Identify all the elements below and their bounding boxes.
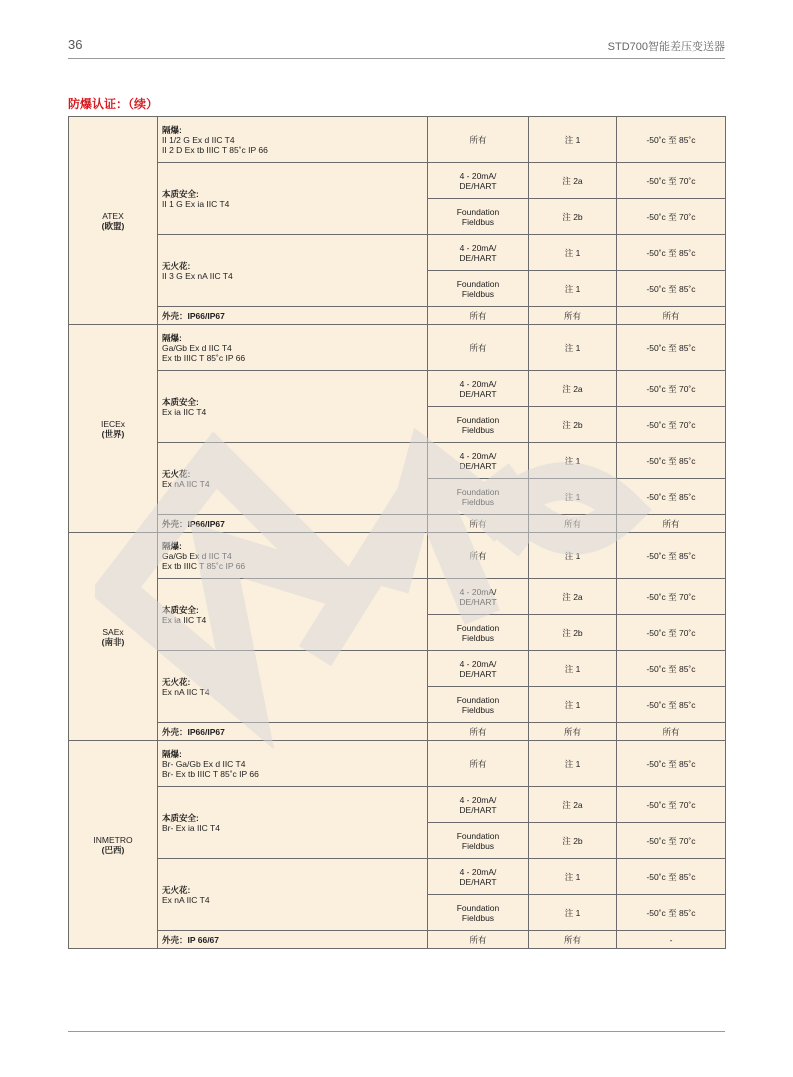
region-area: (欧盟) <box>101 220 125 231</box>
note-cell: 所有 <box>529 723 617 741</box>
note-cell: 注 1 <box>529 479 617 515</box>
signal-line: DE/HART <box>459 804 497 815</box>
nonsparking-title: 无火花: <box>162 260 191 271</box>
temperature-cell: -50˚c 至 85˚c <box>617 325 726 371</box>
signal-line: DE/HART <box>459 876 497 887</box>
section-heading: 防爆认证：（续） <box>68 97 159 111</box>
signal-type-cell <box>428 199 529 235</box>
table-row <box>69 515 726 533</box>
signal-type-cell <box>428 687 529 723</box>
note-cell: 所有 <box>529 931 617 949</box>
signal-line: Foundation <box>456 902 500 913</box>
temperature-cell: -50˚c 至 85˚c <box>617 271 726 307</box>
signal-type-cell: 所有 <box>428 515 529 533</box>
region-cell <box>69 325 158 533</box>
temperature-cell: -50˚c 至 85˚c <box>617 117 726 163</box>
signal-type-cell <box>428 443 529 479</box>
region-cell <box>69 741 158 949</box>
note-cell: 所有 <box>529 307 617 325</box>
signal-type-cell <box>428 787 529 823</box>
nonsparking-line: Ex nA IIC T4 <box>162 686 210 697</box>
flameproof-title: 隔爆: <box>162 540 182 551</box>
table-row <box>69 235 726 271</box>
temperature-cell: -50˚c 至 70˚c <box>617 823 726 859</box>
note-cell: 注 1 <box>529 741 617 787</box>
table-row <box>69 307 726 325</box>
note-cell: 所有 <box>529 515 617 533</box>
signal-type-cell <box>428 235 529 271</box>
region-area: (南非) <box>101 636 125 647</box>
flameproof-description <box>158 533 428 579</box>
table-row <box>69 325 726 371</box>
intrinsic-line: Ex ia IIC T4 <box>162 406 207 417</box>
table-row <box>69 371 726 407</box>
signal-line: Foundation <box>456 486 500 497</box>
signal-type-cell: 所有 <box>428 741 529 787</box>
temperature-cell: -50˚c 至 85˚c <box>617 533 726 579</box>
flameproof-line: Ex tb IIIC T 85˚c IP 66 <box>162 560 246 571</box>
temperature-cell: -50˚c 至 85˚c <box>617 687 726 723</box>
nonsparking-line: II 3 G Ex nA IIC T4 <box>162 270 233 281</box>
temperature-cell: -50˚c 至 85˚c <box>617 651 726 687</box>
signal-line: Fieldbus <box>461 496 495 507</box>
flameproof-line: II 1/2 G Ex d IIC T4 <box>162 134 235 145</box>
intrinsic-line: Br- Ex ia IIC T4 <box>162 822 220 833</box>
signal-line: 4 - 20mA/ <box>459 242 497 253</box>
signal-line: Fieldbus <box>461 704 495 715</box>
signal-line: 4 - 20mA/ <box>459 450 497 461</box>
signal-line: 4 - 20mA/ <box>459 378 497 389</box>
table-row <box>69 579 726 615</box>
signal-line: Fieldbus <box>461 216 495 227</box>
signal-line: DE/HART <box>459 180 497 191</box>
intrinsic-description <box>158 163 428 235</box>
note-cell: 注 2b <box>529 199 617 235</box>
header-divider <box>68 58 725 59</box>
note-cell: 注 1 <box>529 271 617 307</box>
nonsparking-description <box>158 651 428 723</box>
enclosure-label: 外壳：IP66/IP67 <box>158 723 428 741</box>
signal-type-cell <box>428 271 529 307</box>
flameproof-title: 隔爆: <box>162 124 182 135</box>
nonsparking-line: Ex nA IIC T4 <box>162 894 210 905</box>
temperature-cell: -50˚c 至 70˚c <box>617 615 726 651</box>
flameproof-description <box>158 325 428 371</box>
signal-line: Fieldbus <box>461 632 495 643</box>
page-number: 36 <box>68 37 83 52</box>
table-row <box>69 651 726 687</box>
nonsparking-title: 无火花: <box>162 468 191 479</box>
note-cell: 注 2a <box>529 163 617 199</box>
signal-line: Foundation <box>456 694 500 705</box>
nonsparking-description <box>158 235 428 307</box>
temperature-cell: -50˚c 至 85˚c <box>617 895 726 931</box>
temperature-cell: -50˚c 至 70˚c <box>617 579 726 615</box>
note-cell: 注 2a <box>529 787 617 823</box>
signal-line: Foundation <box>456 206 500 217</box>
region-name: SAEx <box>102 626 124 637</box>
intrinsic-title: 本质安全: <box>162 188 199 199</box>
flameproof-line: Ga/Gb Ex d IIC T4 <box>162 550 232 561</box>
signal-type-cell <box>428 579 529 615</box>
temperature-cell: -50˚c 至 85˚c <box>617 235 726 271</box>
intrinsic-description <box>158 787 428 859</box>
note-cell: 注 1 <box>529 235 617 271</box>
table-row <box>69 163 726 199</box>
note-cell: 注 2b <box>529 823 617 859</box>
signal-type-cell <box>428 479 529 515</box>
signal-line: 4 - 20mA/ <box>459 866 497 877</box>
temperature-cell: -50˚c 至 70˚c <box>617 787 726 823</box>
intrinsic-description <box>158 579 428 651</box>
signal-type-cell: 所有 <box>428 533 529 579</box>
temperature-cell: 所有 <box>617 307 726 325</box>
signal-line: Fieldbus <box>461 288 495 299</box>
signal-line: Fieldbus <box>461 912 495 923</box>
temperature-cell: -50˚c 至 85˚c <box>617 741 726 787</box>
document-title: STD700智能差压变送器 <box>607 41 725 53</box>
footer-divider <box>68 1031 725 1032</box>
note-cell: 注 2a <box>529 371 617 407</box>
temperature-cell: -50˚c 至 85˚c <box>617 479 726 515</box>
signal-line: Fieldbus <box>461 840 495 851</box>
region-name: ATEX <box>102 210 124 221</box>
table-row <box>69 443 726 479</box>
intrinsic-line: II 1 G Ex ia IIC T4 <box>162 198 230 209</box>
note-cell: 注 1 <box>529 533 617 579</box>
signal-type-cell <box>428 859 529 895</box>
enclosure-label: 外壳：IP66/IP67 <box>158 515 428 533</box>
flameproof-title: 隔爆: <box>162 332 182 343</box>
signal-line: DE/HART <box>459 252 497 263</box>
temperature-cell: -50˚c 至 85˚c <box>617 859 726 895</box>
signal-line: Foundation <box>456 830 500 841</box>
signal-type-cell: 所有 <box>428 325 529 371</box>
nonsparking-description <box>158 443 428 515</box>
note-cell: 注 1 <box>529 895 617 931</box>
flameproof-description <box>158 741 428 787</box>
signal-type-cell: 所有 <box>428 931 529 949</box>
signal-type-cell: 所有 <box>428 723 529 741</box>
temperature-cell: -50˚c 至 85˚c <box>617 443 726 479</box>
intrinsic-title: 本质安全: <box>162 812 199 823</box>
region-area: (巴西) <box>101 844 125 855</box>
note-cell: 注 1 <box>529 325 617 371</box>
signal-line: Fieldbus <box>461 424 495 435</box>
flameproof-line: Ex tb IIIC T 85˚c IP 66 <box>162 352 246 363</box>
note-cell: 注 1 <box>529 651 617 687</box>
region-name: IECEx <box>100 418 126 429</box>
temperature-cell: -50˚c 至 70˚c <box>617 371 726 407</box>
temperature-cell: 所有 <box>617 515 726 533</box>
region-area: (世界) <box>101 428 125 439</box>
nonsparking-title: 无火花: <box>162 676 191 687</box>
note-cell: 注 1 <box>529 443 617 479</box>
enclosure-label: 外壳：IP 66/67 <box>158 931 428 949</box>
signal-line: Foundation <box>456 622 500 633</box>
table-row <box>69 117 726 163</box>
signal-line: DE/HART <box>459 596 497 607</box>
note-cell: 注 2a <box>529 579 617 615</box>
signal-type-cell <box>428 407 529 443</box>
enclosure-label: 外壳：IP66/IP67 <box>158 307 428 325</box>
intrinsic-description <box>158 371 428 443</box>
table-row <box>69 931 726 949</box>
flameproof-title: 隔爆: <box>162 748 182 759</box>
certification-table <box>68 116 726 949</box>
nonsparking-title: 无火花: <box>162 884 191 895</box>
table-row <box>69 787 726 823</box>
intrinsic-line: Ex ia IIC T4 <box>162 614 207 625</box>
temperature-cell: -50˚c 至 70˚c <box>617 199 726 235</box>
temperature-cell: - <box>617 931 726 949</box>
signal-line: 4 - 20mA/ <box>459 170 497 181</box>
intrinsic-title: 本质安全: <box>162 604 199 615</box>
region-name: INMETRO <box>93 834 133 845</box>
signal-line: 4 - 20mA/ <box>459 586 497 597</box>
table-row <box>69 859 726 895</box>
table-row <box>69 533 726 579</box>
signal-line: 4 - 20mA/ <box>459 658 497 669</box>
nonsparking-line: Ex nA IIC T4 <box>162 478 210 489</box>
region-cell <box>69 117 158 325</box>
intrinsic-title: 本质安全: <box>162 396 199 407</box>
signal-line: DE/HART <box>459 668 497 679</box>
signal-type-cell <box>428 163 529 199</box>
flameproof-line: Br- Ex tb IIIC T 85˚c IP 66 <box>162 768 259 779</box>
flameproof-line: II 2 D Ex tb IIIC T 85˚c IP 66 <box>162 144 268 155</box>
signal-line: DE/HART <box>459 388 497 399</box>
signal-line: Foundation <box>456 278 500 289</box>
signal-line: 4 - 20mA/ <box>459 794 497 805</box>
signal-type-cell: 所有 <box>428 307 529 325</box>
signal-type-cell <box>428 371 529 407</box>
note-cell: 注 1 <box>529 859 617 895</box>
table-row <box>69 741 726 787</box>
flameproof-line: Br- Ga/Gb Ex d IIC T4 <box>162 758 246 769</box>
note-cell: 注 1 <box>529 117 617 163</box>
temperature-cell: -50˚c 至 70˚c <box>617 407 726 443</box>
temperature-cell: -50˚c 至 70˚c <box>617 163 726 199</box>
signal-type-cell: 所有 <box>428 117 529 163</box>
signal-line: Foundation <box>456 414 500 425</box>
table-row <box>69 723 726 741</box>
region-cell <box>69 533 158 741</box>
nonsparking-description <box>158 859 428 931</box>
flameproof-description <box>158 117 428 163</box>
signal-type-cell <box>428 823 529 859</box>
temperature-cell: 所有 <box>617 723 726 741</box>
flameproof-line: Ga/Gb Ex d IIC T4 <box>162 342 232 353</box>
note-cell: 注 2b <box>529 407 617 443</box>
signal-line: DE/HART <box>459 460 497 471</box>
signal-type-cell <box>428 651 529 687</box>
note-cell: 注 1 <box>529 687 617 723</box>
note-cell: 注 2b <box>529 615 617 651</box>
signal-type-cell <box>428 615 529 651</box>
signal-type-cell <box>428 895 529 931</box>
